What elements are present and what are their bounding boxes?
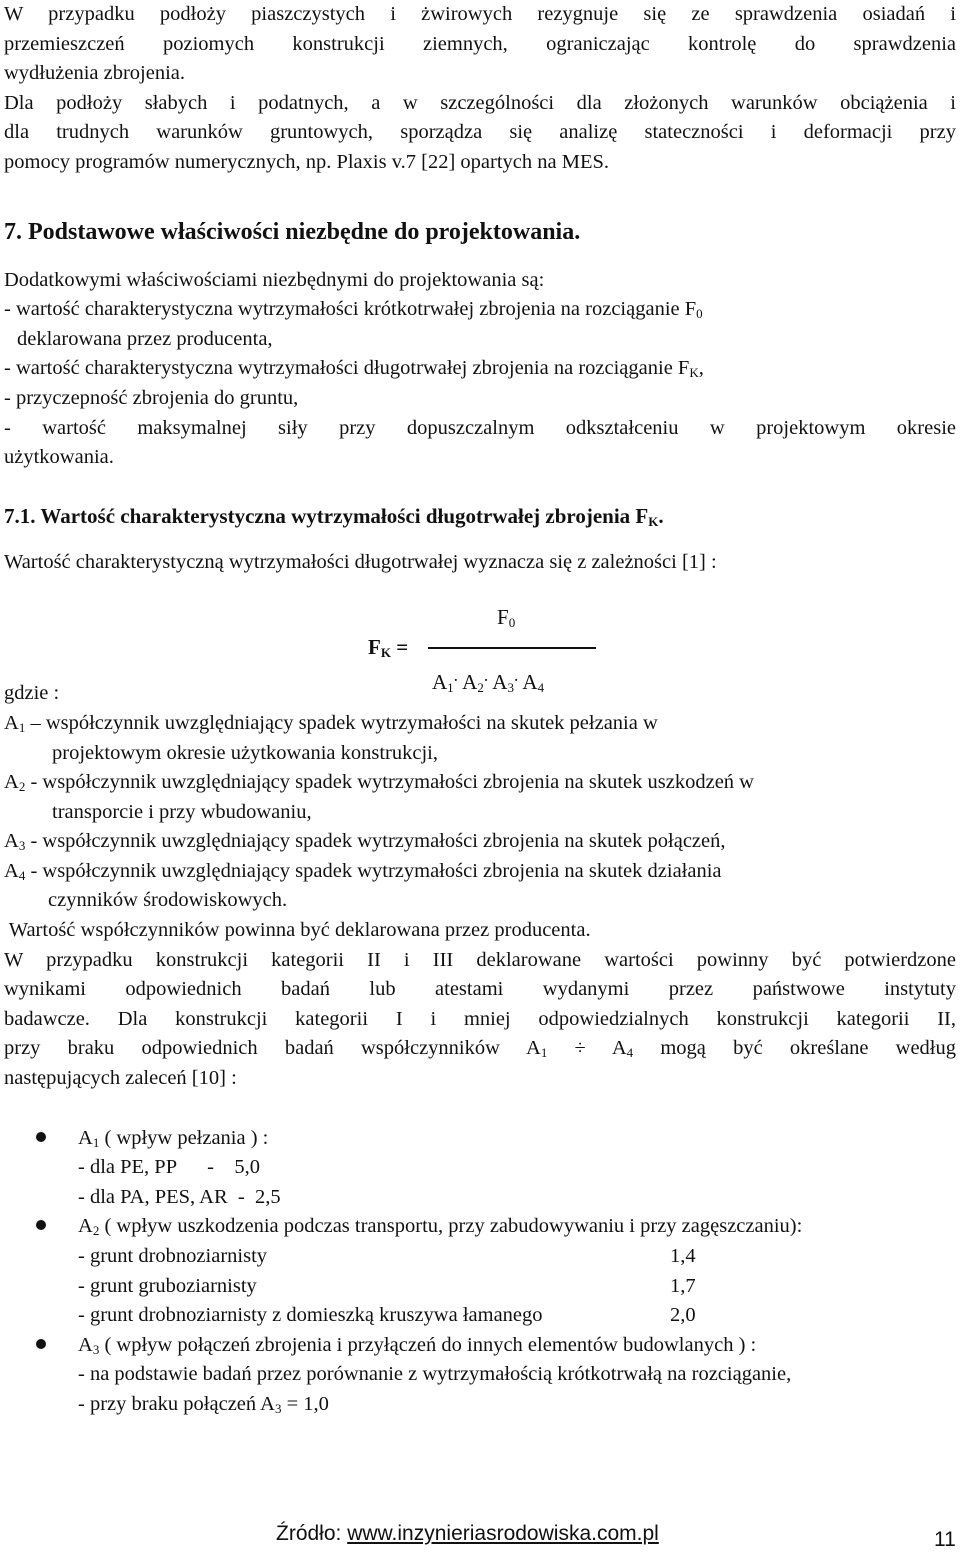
property-item-cont: deklarowana przez producenta, [17,327,273,350]
bullet-row: - na podstawie badań przez porównanie z wytrzymałością krótkotrwałą na rozciąganie, [78,1363,792,1386]
formula-fk [364,603,604,696]
bullet-head: $A_2$ ( wpływ uszkodzenia podczas transportu, przy zabudowywaniu i przy zagęszczaniu): [78,1215,803,1239]
definition-a2: $A_2$ - współczynnik uwzględniający spadek wytrzymałości zbrojenia na skutek uszkodzeń w [4,771,754,795]
text-line: dla trudnych warunków gruntowych, sporządza się analizę stateczności i deformacji przy [4,121,956,144]
properties-intro: Dodatkowymi właściwościami niezbędnymi do projektowania są: [4,268,545,291]
bullet-head: $A_3$ ( wpływ połączeń zbrojenia i przyłączeń do innych elementów budowlanych ) : [78,1333,757,1357]
formula-denominator: $A_1^.$ $A_2^.$ $A_3^.$ $A_4$ [432,665,545,696]
section-heading-7: 7. Podstawowe właściwości niezbędne do projektowania. [4,218,581,245]
bullet-head: $A_1$ ( wpływ pełzania ) : [78,1126,269,1150]
declared-note: Wartość współczynników powinna być deklarowana przez producenta. [4,919,591,942]
bullet-a3 [4,1331,956,1420]
property-item: - przyczepność zbrojenia do gruntu, [4,386,299,409]
paragraph-categories [4,946,956,1094]
bullet-row: - dla PA, PES, AR - 2,5 [78,1185,281,1208]
where-label: gdzie : [4,682,60,705]
bullet-row: - grunt gruboziarnisty 1,7 [78,1274,696,1297]
property-item: - wartość charakterystyczna wytrzymałości długotrwałej zbrojenia na rozciąganie $F_K$, [4,357,704,381]
bullet-row: - grunt drobnoziarnisty z domieszką kruszywa łamanego 2,0 [78,1304,696,1327]
paragraph-subsoil [4,0,956,89]
bullet-dot [36,1132,46,1142]
definition-a1: $A_1$ – współczynnik uwzględniający spadek wytrzymałości na skutek pełzania w [4,711,658,735]
text-line: wynikami odpowiednich badań lub atestami wydanymi przez państwowe instytuty [4,978,956,1001]
text-line: przy braku odpowiednich badań współczynników $A_1 \div A_4$ mogą być określane według [4,1037,956,1061]
definition-a4-cont: czynników środowiskowych. [48,889,288,912]
section-heading-7-1: 7.1. Wartość charakterystyczna wytrzymałości długotrwałej zbrojenia $F_K$. [4,503,664,529]
page-footer [0,1519,960,1549]
definition-a2-cont: transporcie i przy wbudowaniu, [52,800,312,823]
formula-intro: Wartość charakterystyczną wytrzymałości długotrwałej wyznacza się z zależności [1] : [4,550,717,573]
bullet-a1 [4,1124,956,1213]
paragraph-weak-subsoil [4,89,956,178]
bullet-dot [36,1339,46,1349]
page-number: 11 [934,1528,956,1551]
definition-a4: $A_4$ - współczynnik uwzględniający spadek wytrzymałości zbrojenia na skutek działania [4,859,722,883]
bullet-a2 [4,1212,956,1330]
formula-lhs: $F_K$ = [368,635,409,661]
text-line: badawcze. Dla konstrukcji kategorii I i mniej odpowiedzialnych konstrukcji kategorii II, [4,1007,956,1030]
bullet-dot [36,1220,46,1230]
text-line: W przypadku konstrukcji kategorii II i III deklarowane wartości powinny być potwierdzone [4,948,956,971]
definition-a1-cont: projektowym okresie użytkowania konstrukcji, [52,741,438,764]
properties-list [4,266,956,473]
definitions-list [4,709,956,946]
bullet-row: - grunt drobnoziarnisty 1,4 [78,1245,696,1267]
text-line: pomocy programów numerycznych, np. Plaxis v.7 [22] opartych na MES. [4,150,610,173]
definition-a3: $A_3$ - współczynnik uwzględniający spadek wytrzymałości zbrojenia na skutek połączeń, [4,830,726,854]
source-link[interactable]: www.inzynieriasrodowiska.com.pl [347,1522,659,1545]
source-credit: Źródło: www.inzynieriasrodowiska.com.pl [276,1522,659,1545]
bullet-row: - przy braku połączeń $A_3 = 1,0$ [78,1392,329,1416]
property-item: - wartość charakterystyczna wytrzymałości krótkotrwałej zbrojenia na rozciąganie $F_0$ [4,298,703,322]
bullet-row: - dla PE, PP - 5,0 [78,1156,261,1179]
fraction-bar [428,647,596,649]
text-line: następujących zaleceń [10] : [4,1067,237,1090]
document-page [4,0,956,1420]
text-line: wydłużenia zbrojenia. [4,62,186,85]
formula-numerator: $F_0$ [497,605,516,631]
text-line: Dla podłoży słabych i podatnych, a w szczególności dla złożonych warunków obciążenia i [4,91,956,114]
text-line: W przypadku podłoży piaszczystych i żwirowych rezygnuje się ze sprawdzenia osiadań i [4,3,956,25]
property-item-cont: użytkowania. [4,446,114,469]
text-line: przemieszczeń poziomych konstrukcji ziemnych, ograniczając kontrolę do sprawdzenia [4,32,956,55]
property-item: - wartość maksymalnej siły przy dopuszczalnym odkształceniu w projektowym okresie [4,416,956,439]
